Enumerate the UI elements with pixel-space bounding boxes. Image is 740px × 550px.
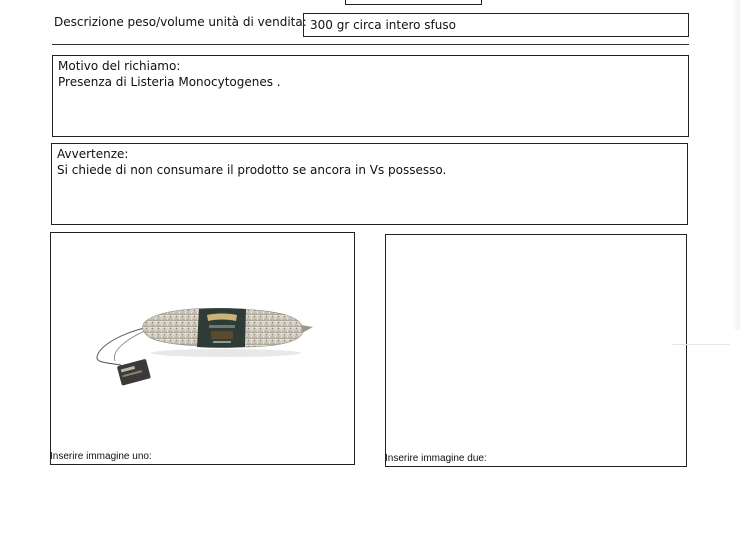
- section-divider: [52, 44, 689, 45]
- peso-value-field[interactable]: 300 gr circa intero sfuso: [303, 13, 689, 37]
- peso-label: Descrizione peso/volume unità di vendita:: [54, 15, 307, 29]
- avvertenze-title: Avvertenze:: [57, 147, 129, 161]
- image-one-caption: Inserire immagine uno:: [50, 451, 152, 462]
- avvertenze-box: [51, 143, 688, 225]
- salami-product-photo-icon: [91, 291, 316, 391]
- avvertenze-text: Si chiede di non consumare il prodotto se ancora in Vs possesso.: [57, 163, 447, 177]
- motivo-text: Presenza di Listeria Monocytogenes .: [58, 75, 281, 89]
- previous-field-box: [345, 0, 482, 5]
- motivo-title: Motivo del richiamo:: [58, 59, 181, 73]
- image-two-box[interactable]: [385, 234, 687, 467]
- image-one-box: [50, 232, 355, 465]
- scan-side-shadow: [732, 0, 740, 330]
- scan-edge-mark: [672, 344, 730, 345]
- image-two-caption: Inserire immagine due:: [385, 453, 487, 464]
- motivo-box: [52, 55, 689, 137]
